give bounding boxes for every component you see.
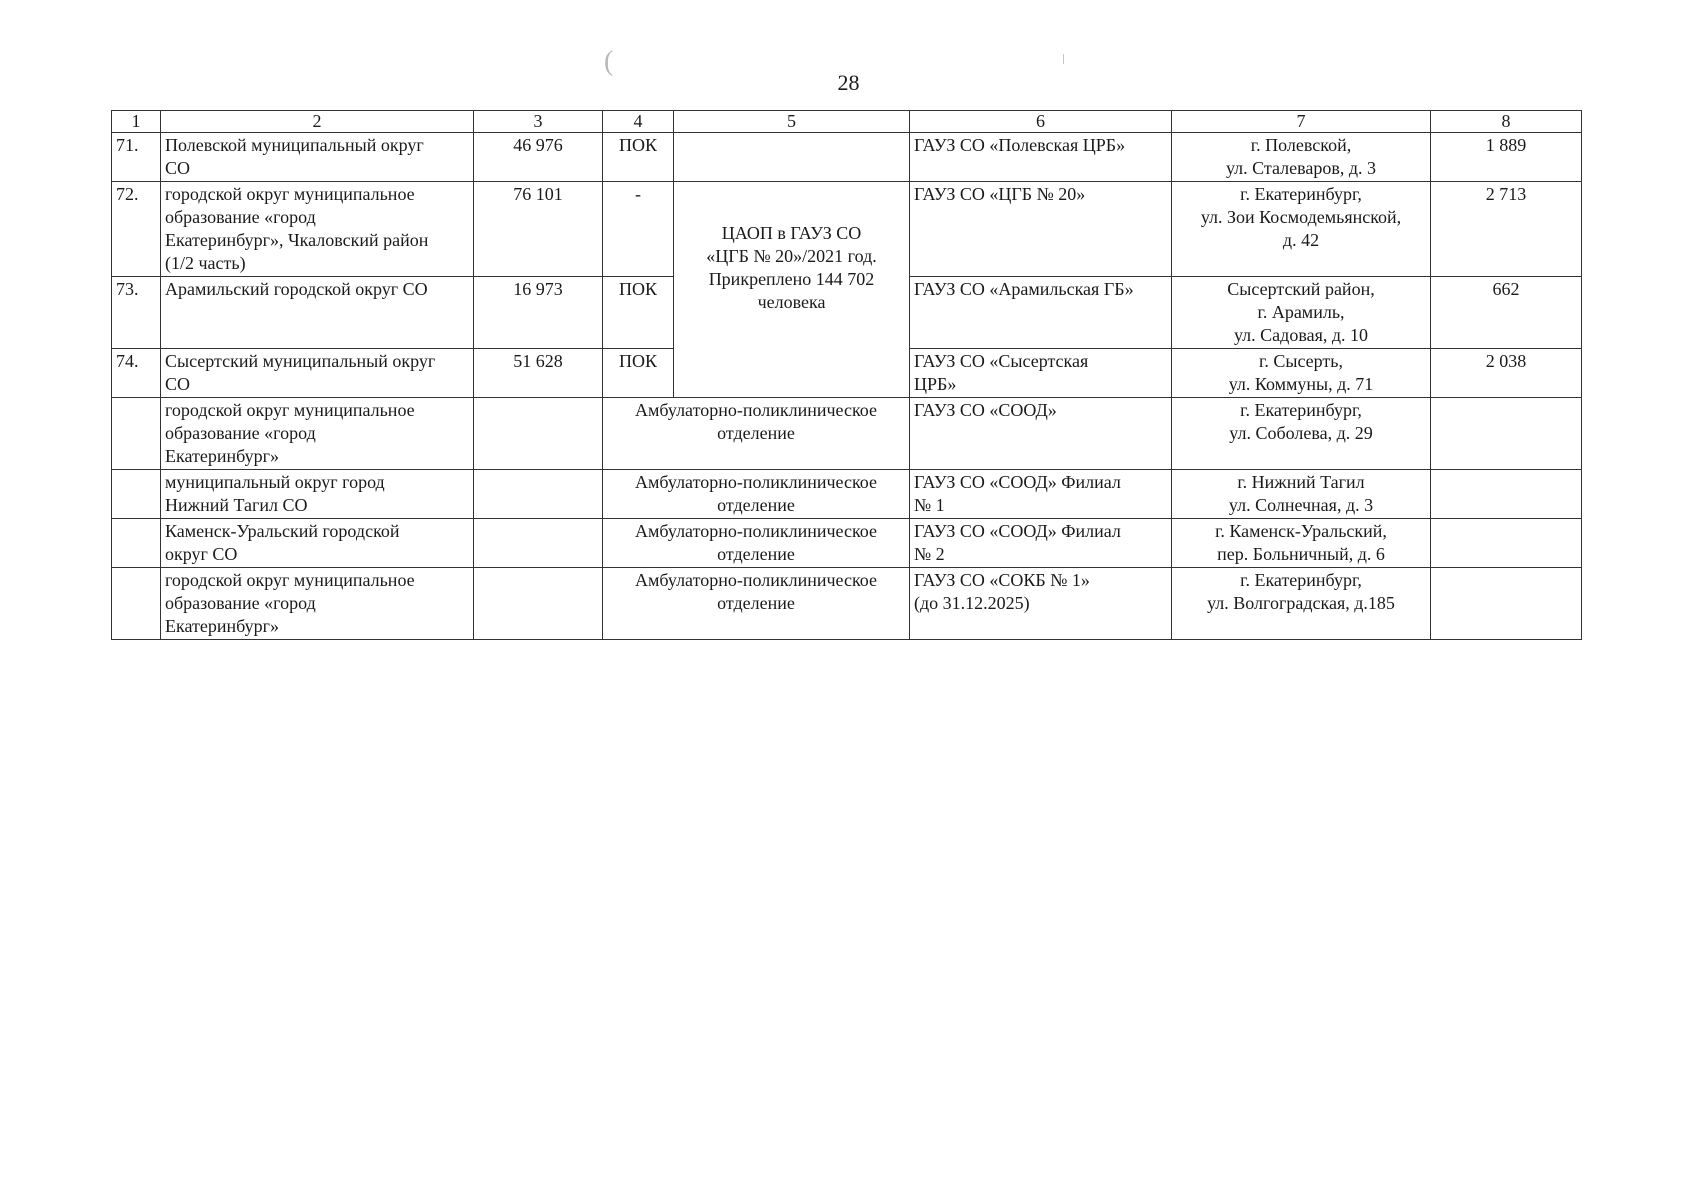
- type-cell: ПОК: [603, 133, 674, 182]
- municipality-cell: [161, 470, 474, 519]
- column-header: 1: [112, 111, 161, 133]
- department-cell: [603, 398, 910, 470]
- empty-cell: [112, 470, 161, 519]
- table-row: [112, 133, 1582, 182]
- address-cell: [1172, 133, 1431, 182]
- text-line: Амбулаторно-поликлиническое: [635, 570, 877, 590]
- row-number: 74.: [112, 349, 161, 398]
- merged-center-cell: [674, 182, 910, 398]
- table-row: [112, 182, 1582, 277]
- text-line: отделение: [717, 423, 795, 443]
- empty-cell: [112, 568, 161, 640]
- empty-cell: [112, 398, 161, 470]
- text-line: Екатеринбург»: [165, 616, 279, 636]
- municipality-cell: [161, 349, 474, 398]
- text-line: ГАУЗ СО «СООД»: [914, 400, 1057, 420]
- institution-cell: [910, 568, 1172, 640]
- type-cell: ПОК: [603, 277, 674, 349]
- text-line: д. 42: [1282, 230, 1320, 250]
- table-row: [112, 470, 1582, 519]
- municipality-cell: [161, 182, 474, 277]
- text-line: г. Каменск-Уральский,: [1215, 521, 1387, 541]
- institution-cell: [910, 398, 1172, 470]
- municipality-cell: [161, 398, 474, 470]
- text-line: ГАУЗ СО «СОКБ № 1»: [914, 570, 1090, 590]
- text-line: муниципальный округ город: [165, 472, 385, 492]
- text-line: ГАУЗ СО «СООД» Филиал: [914, 521, 1121, 541]
- empty-cell: [1431, 568, 1582, 640]
- address-cell: [1172, 568, 1431, 640]
- municipality-cell: [161, 519, 474, 568]
- text-line: ул. Зои Космодемьянской,: [1200, 207, 1402, 227]
- empty-cell: [674, 133, 910, 182]
- table-row: [112, 398, 1582, 470]
- text-line: Каменск-Уральский городской: [165, 521, 400, 541]
- text-line: ул. Коммуны, д. 71: [1228, 374, 1374, 394]
- institution-cell: [910, 519, 1172, 568]
- count-cell: 2 713: [1431, 182, 1582, 277]
- text-line: ЦАОП в ГАУЗ СО: [721, 223, 862, 243]
- column-header: 5: [674, 111, 910, 133]
- department-cell: [603, 568, 910, 640]
- text-line: городской округ муниципальное: [165, 570, 415, 590]
- department-cell: [603, 470, 910, 519]
- text-line: Полевской муниципальный округ: [165, 135, 424, 155]
- text-line: ул. Сталеваров, д. 3: [1225, 158, 1377, 178]
- text-line: ГАУЗ СО «Арамильская ГБ»: [914, 279, 1134, 299]
- text-line: отделение: [717, 593, 795, 613]
- text-line: Арамильский городской округ СО: [165, 279, 428, 299]
- text-line: ГАУЗ СО «ЦГБ № 20»: [914, 184, 1086, 204]
- table-row: [112, 568, 1582, 640]
- empty-cell: [1431, 398, 1582, 470]
- text-line: Сысертский муниципальный округ: [165, 351, 436, 371]
- text-line: Амбулаторно-поликлиническое: [635, 521, 877, 541]
- address-cell: [1172, 398, 1431, 470]
- empty-cell: [1431, 519, 1582, 568]
- row-number: 71.: [112, 133, 161, 182]
- text-line: ул. Садовая, д. 10: [1233, 325, 1369, 345]
- population-cell: 16 973: [474, 277, 603, 349]
- column-header: 3: [474, 111, 603, 133]
- institution-cell: [910, 133, 1172, 182]
- text-line: человека: [757, 292, 826, 312]
- text-line: г. Нижний Тагил: [1237, 472, 1365, 492]
- text-line: г. Сысерть,: [1259, 351, 1343, 371]
- row-number: 72.: [112, 182, 161, 277]
- department-cell: [603, 519, 910, 568]
- text-line: округ СО: [165, 544, 238, 564]
- scan-artifact-mark: (: [604, 46, 614, 77]
- text-line: городской округ муниципальное: [165, 184, 415, 204]
- data-table: [111, 110, 1582, 640]
- population-cell: 76 101: [474, 182, 603, 277]
- column-header: 2: [161, 111, 474, 133]
- municipality-cell: [161, 568, 474, 640]
- text-line: Амбулаторно-поликлиническое: [635, 400, 877, 420]
- text-line: г. Арамиль,: [1257, 302, 1345, 322]
- institution-cell: [910, 470, 1172, 519]
- column-header: 6: [910, 111, 1172, 133]
- text-line: Сысертский район,: [1227, 279, 1375, 299]
- column-header: 7: [1172, 111, 1431, 133]
- text-line: № 2: [914, 544, 945, 564]
- text-line: образование «город: [165, 593, 316, 613]
- address-cell: [1172, 349, 1431, 398]
- text-line: отделение: [717, 495, 795, 515]
- page-number: 28: [837, 70, 860, 95]
- text-line: «ЦГБ № 20»/2021 год.: [706, 246, 877, 266]
- address-cell: [1172, 519, 1431, 568]
- text-line: Екатеринбург»: [165, 446, 279, 466]
- empty-cell: [474, 568, 603, 640]
- text-line: ул. Соболева, д. 29: [1229, 423, 1373, 443]
- row-number: 73.: [112, 277, 161, 349]
- text-line: ул. Волгоградская, д.185: [1207, 593, 1395, 613]
- text-line: г. Екатеринбург,: [1240, 570, 1362, 590]
- empty-cell: [112, 519, 161, 568]
- text-line: Екатеринбург», Чкаловский район: [165, 230, 429, 250]
- count-cell: 662: [1431, 277, 1582, 349]
- text-line: Нижний Тагил СО: [165, 495, 308, 515]
- address-cell: [1172, 470, 1431, 519]
- text-line: г. Екатеринбург,: [1240, 400, 1362, 420]
- institution-cell: [910, 182, 1172, 277]
- municipality-cell: [161, 133, 474, 182]
- text-line: пер. Больничный, д. 6: [1217, 544, 1385, 564]
- type-cell: ПОК: [603, 349, 674, 398]
- text-line: Прикреплено 144 702: [708, 269, 875, 289]
- text-line: (1/2 часть): [165, 253, 246, 273]
- empty-cell: [474, 470, 603, 519]
- text-line: г. Екатеринбург,: [1240, 184, 1362, 204]
- text-line: ГАУЗ СО «СООД» Филиал: [914, 472, 1121, 492]
- text-line: образование «город: [165, 423, 316, 443]
- text-line: городской округ муниципальное: [165, 400, 415, 420]
- count-cell: 1 889: [1431, 133, 1582, 182]
- text-line: образование «город: [165, 207, 316, 227]
- text-line: г. Полевской,: [1250, 135, 1352, 155]
- address-cell: [1172, 182, 1431, 277]
- empty-cell: [474, 398, 603, 470]
- population-cell: 51 628: [474, 349, 603, 398]
- text-line: ул. Солнечная, д. 3: [1228, 495, 1374, 515]
- scan-artifact-tick: [1063, 54, 1064, 64]
- text-line: отделение: [717, 544, 795, 564]
- institution-cell: [910, 349, 1172, 398]
- text-line: ГАУЗ СО «Сысертская: [914, 351, 1089, 371]
- empty-cell: [1431, 470, 1582, 519]
- text-line: № 1: [914, 495, 945, 515]
- count-cell: 2 038: [1431, 349, 1582, 398]
- address-cell: [1172, 277, 1431, 349]
- column-header: 4: [603, 111, 674, 133]
- municipality-cell: [161, 277, 474, 349]
- type-cell: -: [603, 182, 674, 277]
- text-line: (до 31.12.2025): [914, 593, 1030, 613]
- text-line: СО: [165, 374, 191, 394]
- text-line: ЦРБ»: [914, 374, 957, 394]
- table-row: [112, 519, 1582, 568]
- text-line: Амбулаторно-поликлиническое: [635, 472, 877, 492]
- population-cell: 46 976: [474, 133, 603, 182]
- institution-cell: [910, 277, 1172, 349]
- text-line: ГАУЗ СО «Полевская ЦРБ»: [914, 135, 1126, 155]
- table-header-row: [112, 111, 1582, 133]
- text-line: СО: [165, 158, 191, 178]
- column-header: 8: [1431, 111, 1582, 133]
- empty-cell: [474, 519, 603, 568]
